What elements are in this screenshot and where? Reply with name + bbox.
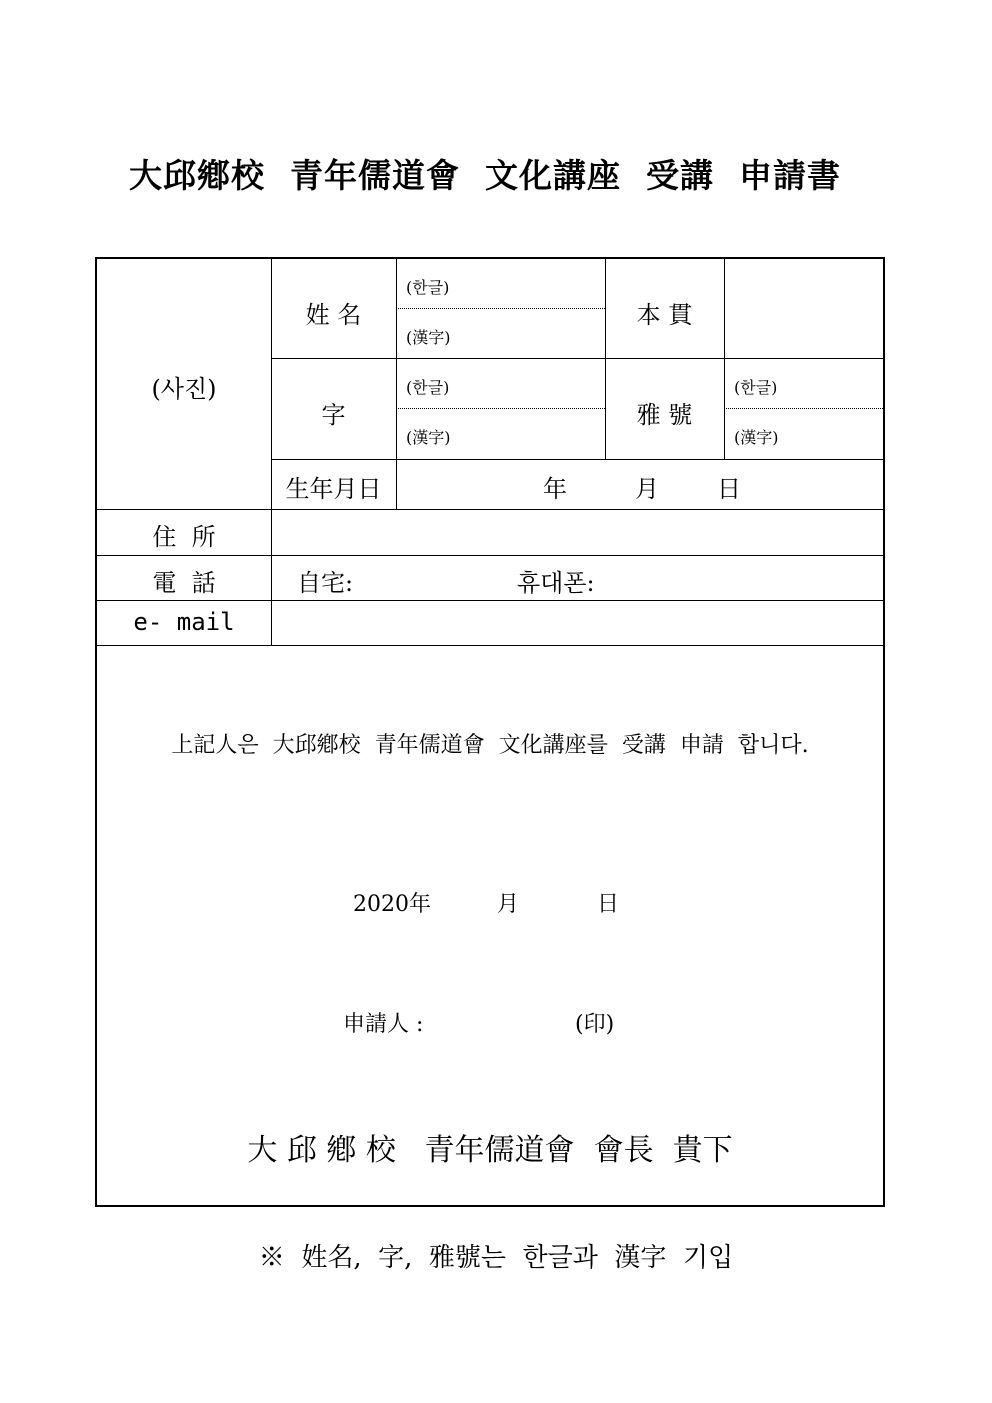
- birth-day-field[interactable]: 日: [717, 475, 741, 503]
- date-year[interactable]: 2020年: [353, 892, 431, 917]
- aho-hangul-field[interactable]: (한글): [734, 378, 778, 397]
- name-hangul-field[interactable]: (한글): [406, 278, 450, 297]
- right-label-divider: [724, 259, 725, 459]
- name-label: 姓 名: [305, 301, 362, 329]
- application-form: [95, 257, 885, 1207]
- row-line-1: [271, 358, 883, 359]
- birth-year-field[interactable]: 年: [543, 475, 567, 503]
- form-title: 大邱鄕校 青年儒道會 文化講座 受講 申請書: [129, 156, 841, 195]
- birth-month-field[interactable]: 月: [635, 475, 659, 503]
- home-phone-field[interactable]: 自宅:: [297, 569, 354, 597]
- birthdate-label: 生年月日: [285, 475, 382, 503]
- mobile-phone-field[interactable]: 휴대폰:: [517, 569, 595, 597]
- row-line-5: [97, 600, 883, 601]
- recipient-line: 大 邱 鄕 校 青年儒道會 會長 貴下: [247, 1133, 733, 1168]
- photo-placeholder[interactable]: (사진): [151, 375, 217, 403]
- name-dotted-line: [396, 308, 605, 309]
- address-label: 住 所: [152, 523, 216, 551]
- date-day[interactable]: 日: [597, 892, 620, 917]
- aho-hanja-field[interactable]: (漢字): [734, 428, 779, 447]
- label-divider: [396, 259, 397, 509]
- ja-hanja-field[interactable]: (漢字): [406, 428, 451, 447]
- footnote: ※ 姓名, 字, 雅號는 한글과 漢字 기입: [258, 1243, 734, 1273]
- row-line-6: [97, 645, 883, 646]
- email-label: e- mail: [133, 608, 235, 636]
- row-line-3: [97, 509, 883, 510]
- row-line-4: [97, 555, 883, 556]
- origin-label: 本 貫: [636, 301, 693, 329]
- phone-label: 電 話: [152, 569, 216, 597]
- aho-dotted-line: [724, 408, 883, 409]
- row-line-2: [271, 459, 883, 460]
- name-hanja-field[interactable]: (漢字): [406, 328, 451, 347]
- application-statement: 上記人은 大邱鄕校 青年儒道會 文化講座를 受講 申請 합니다.: [171, 733, 809, 758]
- ja-label: 字: [321, 401, 346, 429]
- applicant-label: 申請人 :: [343, 1012, 424, 1037]
- seal-mark[interactable]: (印): [575, 1012, 615, 1037]
- date-month[interactable]: 月: [497, 892, 520, 917]
- aho-label: 雅 號: [636, 401, 693, 429]
- ja-dotted-line: [396, 408, 605, 409]
- ja-hangul-field[interactable]: (한글): [406, 378, 450, 397]
